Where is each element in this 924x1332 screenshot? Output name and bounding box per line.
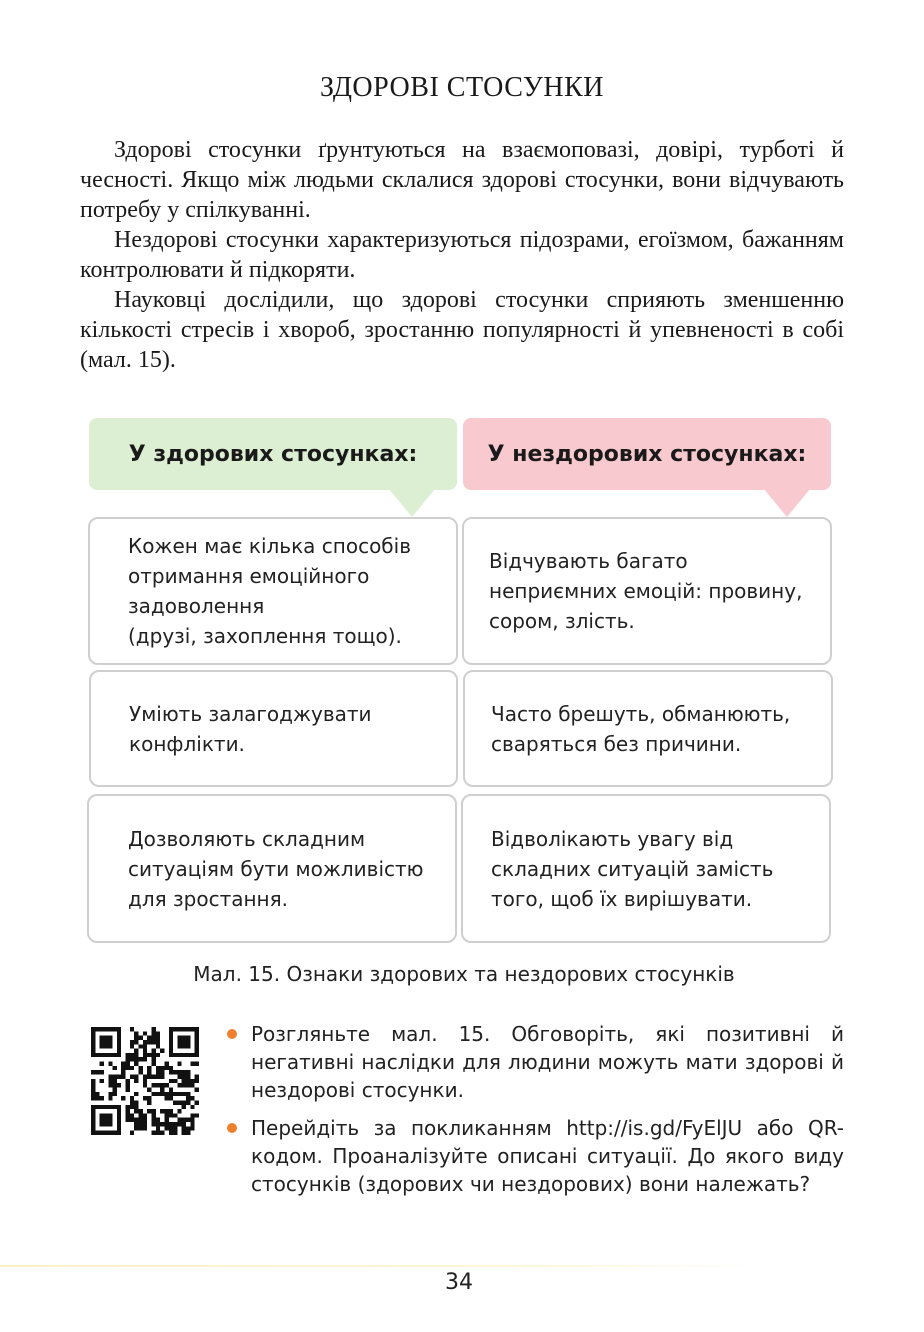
healthy-item-2 — [89, 670, 458, 787]
task-item-2-text: Перейдіть за покликанням http://is.gd/FyElJU або QR-кодом. Проаналізуйте описані ситуації. До якого виду стосунків (здорових чи нездорових) вони належать? — [251, 1116, 844, 1196]
healthy-item-2-text: Уміють залагоджувати конфлікти. — [129, 701, 372, 756]
healthy-header-pointer — [389, 489, 435, 517]
task-item-1-text: Розгляньте мал. 15. Обговоріть, які позитивні й негативні наслідки для людини можуть мати здорові й нездорові стосунки. — [251, 1022, 844, 1102]
paragraph-2: Нездорові стосунки характеризуються підозрами, егоїзмом, бажанням контролювати й підкоряти. — [80, 227, 844, 283]
unhealthy-item-2-text: Часто брешуть, обманюють, сваряться без причини. — [491, 701, 791, 756]
healthy-header: У здорових стосунках: — [89, 418, 457, 490]
bullet-dot-icon — [227, 1029, 237, 1039]
paragraph-3: Науковці дослідили, що здорові стосунки сприяють зменшенню кількості стресів і хвороб, зростанню популярності й упевненості в собі (мал. 15). — [80, 287, 844, 373]
task-item-1 — [227, 1020, 844, 1104]
healthy-item-1 — [88, 517, 458, 665]
unhealthy-item-2 — [463, 670, 833, 787]
page-title: ЗДОРОВІ СТОСУНКИ — [320, 72, 604, 103]
healthy-item-1-text: Кожен має кілька способів отримання емоційного задоволення (друзі, захоплення тощо). — [128, 534, 411, 648]
unhealthy-item-3-text: Відволікають увагу від складних ситуацій замість того, щоб їх вирішувати. — [491, 826, 774, 911]
page-number: 34 — [445, 1270, 473, 1295]
unhealthy-item-3 — [461, 794, 831, 943]
bullet-dot-icon — [227, 1123, 237, 1133]
unhealthy-header: У нездорових стосунках: — [463, 418, 831, 490]
paragraph-1: Здорові стосунки ґрунтуються на взаємоповазі, довірі, турботі й чесності. Якщо між людьми склалися здорові стосунки, вони відчувають потребу у спілкуванні. — [80, 137, 844, 223]
qr-code-icon[interactable] — [91, 1027, 199, 1135]
unhealthy-header-pointer — [764, 489, 810, 517]
healthy-item-3-text: Дозволяють складним ситуаціям бути можливістю для зростання. — [128, 826, 424, 911]
figure-caption: Мал. 15. Ознаки здорових та нездорових стосунків — [193, 962, 735, 986]
unhealthy-item-1 — [462, 517, 832, 665]
healthy-item-3 — [87, 794, 457, 943]
task-item-2 — [227, 1114, 844, 1198]
unhealthy-item-1-text: Відчувають багато неприємних емоцій: провину, сором, злість. — [489, 549, 803, 633]
footer-divider — [0, 1265, 760, 1267]
